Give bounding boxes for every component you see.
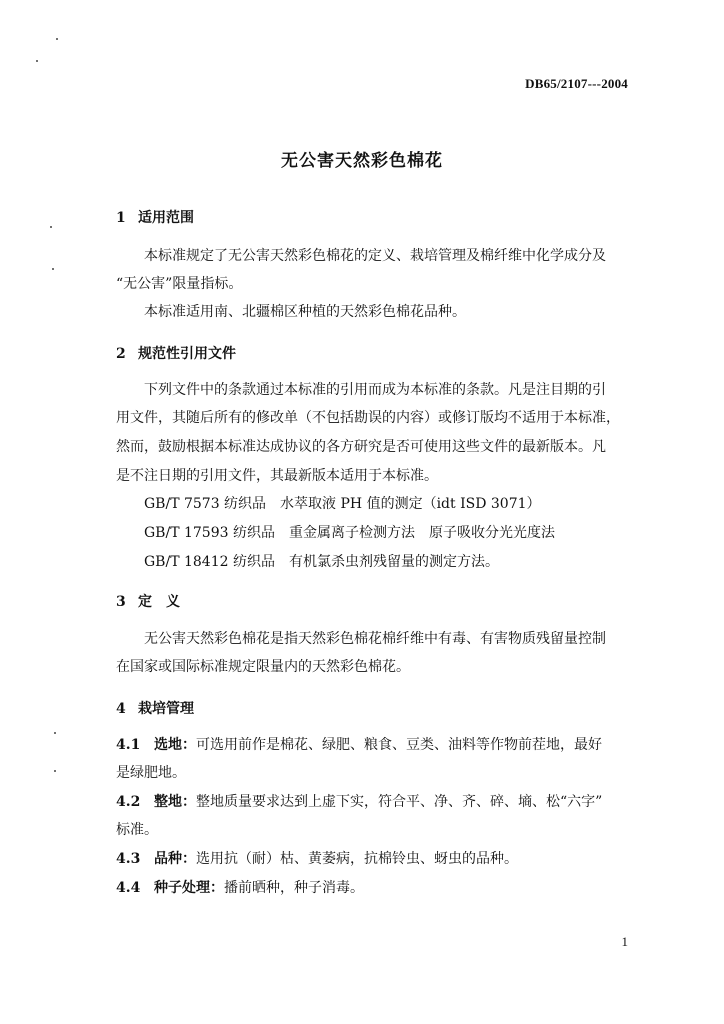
paragraph-line: “无公害”限量指标。 — [116, 276, 243, 292]
paragraph-line: 无公害天然彩色棉花是指天然彩色棉花棉纤维中有毒、有害物质残留量控制 — [144, 631, 606, 647]
clause-4-3 — [116, 848, 518, 868]
section-number: 1 — [116, 210, 126, 226]
clause-number: 4.3 — [116, 851, 141, 867]
document-title: 无公害天然彩色棉花 — [281, 151, 443, 171]
paragraph-line: 在国家或国际标准规定限量内的天然彩色棉花。 — [116, 659, 410, 675]
scan-speck — [52, 268, 54, 270]
clause-label: 种子处理： — [154, 880, 224, 896]
section-title: 适用范围 — [138, 210, 194, 226]
clause-4-4 — [116, 877, 364, 897]
clause-text: 选用抗（耐）枯、黄萎病，抗棉铃虫、蚜虫的品种。 — [196, 851, 518, 867]
paragraph-line: 是不注日期的引用文件，其最新版本适用于本标准。 — [116, 468, 438, 484]
section-2-heading — [116, 343, 236, 363]
clause-4-2 — [116, 791, 602, 811]
clause-label: 选地： — [154, 737, 196, 753]
scan-speck — [50, 226, 52, 228]
paragraph-line: 本标准规定了无公害天然彩色棉花的定义、栽培管理及棉纤维中化学成分及 — [144, 248, 606, 264]
scan-speck — [36, 60, 38, 62]
section-3-heading — [116, 591, 180, 611]
section-number: 2 — [116, 346, 126, 362]
paragraph-line: 本标准适用南、北疆棉区种植的天然彩色棉花品种。 — [144, 304, 466, 320]
clause-text: 可选用前作是棉花、绿肥、粮食、豆类、油料等作物前茬地，最好 — [196, 737, 602, 753]
paragraph-line: 用文件，其随后所有的修改单（不包括勘误的内容）或修订版均不适用于本标准， — [116, 410, 620, 426]
page-number: 1 — [621, 934, 628, 949]
paragraph-line: 下列文件中的条款通过本标准的引用而成为本标准的条款。凡是注目期的引 — [144, 382, 606, 398]
scan-speck — [54, 770, 56, 772]
clause-number: 4.2 — [116, 794, 141, 810]
scan-speck — [56, 38, 58, 40]
clause-4-1 — [116, 734, 602, 754]
paragraph-line: 然而，鼓励根据本标准达成协议的各方研究是否可使用这些文件的最新版本。凡 — [116, 439, 606, 455]
section-number: 3 — [116, 594, 126, 610]
section-title: 规范性引用文件 — [138, 346, 236, 362]
clause-text: 整地质量要求达到上虚下实，符合平、净、齐、碎、墒、松“六字” — [196, 794, 603, 810]
clause-text: 播前晒种，种子消毒。 — [224, 880, 364, 896]
clause-number: 4.1 — [116, 737, 141, 753]
reference-item: GB/T 18412 纺织品 有机氯杀虫剂残留量的测定方法。 — [144, 554, 499, 570]
clause-label: 整地： — [154, 794, 196, 810]
section-4-heading — [116, 698, 194, 718]
reference-item: GB/T 17593 纺织品 重金属离子检测方法 原子吸收分光光度法 — [144, 525, 555, 541]
clause-label: 品种： — [154, 851, 196, 867]
clause-number: 4.4 — [116, 880, 141, 896]
paragraph-line: 标准。 — [116, 822, 158, 838]
reference-item: GB/T 7573 纺织品 水萃取液 PH 值的测定（idt ISD 3071） — [144, 496, 541, 512]
section-title: 栽培管理 — [138, 701, 194, 717]
section-1-heading — [116, 207, 194, 227]
scan-speck — [54, 732, 56, 734]
paragraph-line: 是绿肥地。 — [116, 765, 186, 781]
standard-number: DB65/2107---2004 — [525, 76, 628, 91]
section-number: 4 — [116, 701, 126, 717]
section-title: 定 义 — [138, 594, 180, 610]
